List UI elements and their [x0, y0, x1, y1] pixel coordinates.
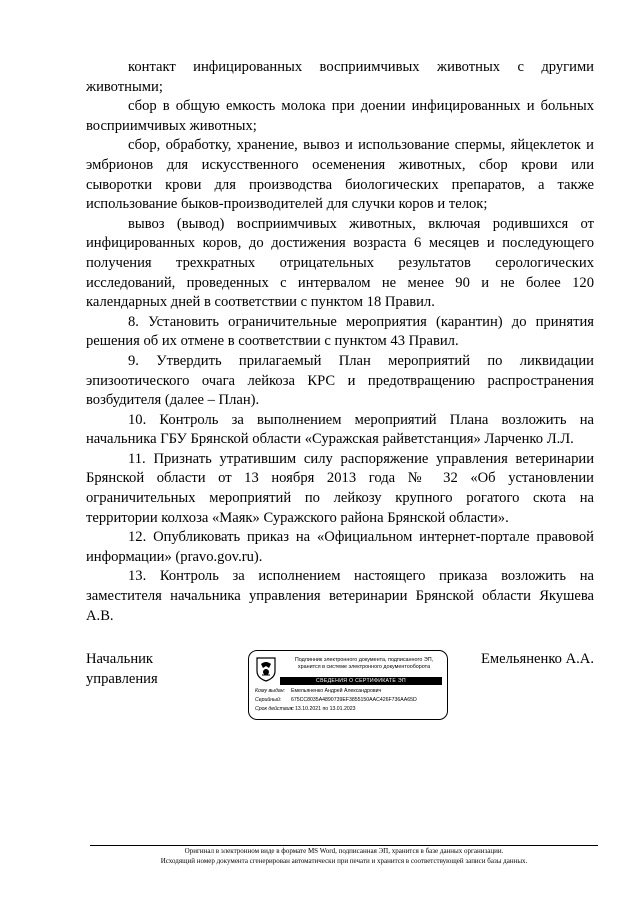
paragraph: вывоз (вывод) восприимчивых животных, включая родившихся от инфицированных коров, до достижения возраста 6 месяцев и последующего получения трехкратных отрицательных результатов серологических исследований, проведенных с интервалом не менее 90 и не более 120 календарных дней в соответствии с пунктом 18 Правил. — [86, 215, 594, 311]
stamp-header-line: хранится в системе электронного документооборота — [297, 663, 431, 670]
signatory-name: Емельяненко А.А. — [480, 651, 594, 667]
coat-of-arms-icon — [255, 656, 277, 682]
cert-label: Срок действия: — [255, 706, 294, 712]
cert-value: Емельяненко Андрей Александрович — [291, 688, 382, 694]
footer-divider — [90, 845, 598, 846]
cert-value: 675CC8035A4890739EF3855150AAC426F736AA65D — [291, 697, 417, 703]
paragraph: сбор в общую емкость молока при доении инфицированных и больных восприимчивых животных; — [86, 98, 594, 134]
cert-label: Серийный: — [255, 697, 282, 703]
paragraph: 12. Опубликовать приказ на «Официальном интернет-портале правовой информации» (pravo.gov.ru). — [86, 529, 594, 565]
paragraph: 13. Контроль за исполнением настоящего приказа возложить на заместителя начальника управления ветеринарии Брянской области Якушева А.В. — [86, 568, 594, 624]
electronic-signature-stamp — [248, 650, 448, 720]
paragraph: 8. Установить ограничительные мероприятия (карантин) до принятия решения об их отмене в соответствии с пунктом 43 Правил. — [86, 313, 594, 350]
signature-block — [86, 650, 594, 730]
paragraph: 10. Контроль за выполнением мероприятий Плана возложить на начальника ГБУ Брянской области «Суражская райветстанция» Ларченко Л.Л. — [86, 411, 594, 448]
signatory-title-line: Начальник — [86, 651, 154, 667]
footer-line: Оригинал в электронном виде в формате MS Word, подписанная ЭП, хранится в базе данных организации. — [184, 847, 504, 855]
paragraph: 9. Утвердить прилагаемый План мероприятий по ликвидации эпизоотического очага лейкоза КРС и предотвращению распространения возбудителя (далее – План). — [86, 352, 594, 409]
cert-label: Кому выдан: — [255, 688, 286, 694]
footer-note — [90, 847, 598, 866]
paragraph: сбор, обработку, хранение, вывоз и использование спермы, яйцеклеток и эмбрионов для искусственного осеменения животных, сбор крови или сыворотки крови для производства биологических препаратов, а также использование быков-производителей для случки коров и телок; — [86, 137, 594, 213]
document-body — [86, 58, 594, 626]
paragraph: 11. Признать утратившим силу распоряжение управления ветеринарии Брянской области от 13 ноября 2013 года № 32 «Об установлении ограничительных мероприятий по лейкозу крупного рогатого скота на территории колхоза «Маяк» Суражского района Брянской области». — [86, 450, 594, 526]
stamp-header-line: Подлинник электронного документа, подписанного ЭП, — [294, 657, 434, 663]
cert-issued-to — [255, 688, 381, 695]
paragraph: контакт инфицированных восприимчивых животных с другими животными; — [86, 59, 594, 95]
cert-serial — [255, 697, 417, 704]
cert-value: с 13.10.2021 по 13.01.2023 — [291, 706, 356, 712]
footer-line: Исходящий номер документа сгенерирован автоматически при печати и хранится в соответствующей записи базы данных. — [160, 856, 528, 865]
signatory-title — [86, 650, 158, 689]
certificate-title: СВЕДЕНИЯ О СЕРТИФИКАТЕ ЭП — [280, 677, 442, 685]
cert-validity — [255, 706, 356, 713]
stamp-header — [283, 657, 445, 670]
signatory-title-line: управления — [86, 670, 158, 687]
